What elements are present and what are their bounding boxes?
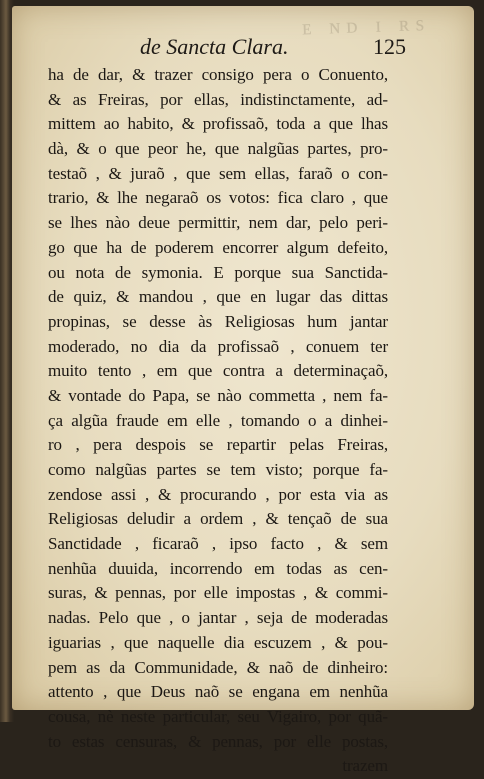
text-line: suras, & pennas, por elle impostas , & commi- — [48, 583, 388, 603]
text-line: ça algũa fraude em elle , tomando o a dinhei- — [48, 410, 388, 430]
text-line: zendose assi , & procurando , por esta via as — [48, 484, 388, 504]
text-line: & as Freiras, por ellas, indistinctamente, ad- — [48, 89, 388, 109]
text-line: dà, & o que peor he, que nalgũas partes, pro- — [48, 139, 388, 159]
text-line: cousa, nè neste particular, seu Vigairo, por quã- — [48, 706, 388, 726]
text-line: attento , que Deus naõ se engana em nenhũa — [48, 682, 388, 702]
text-line: ro , pera despois se repartir pelas Freiras, — [48, 435, 388, 455]
text-line: Religiosas deludir a ordem , & tençaõ de sua — [48, 509, 388, 529]
text-line: de quiz, & mandou , que en lugar das dittas — [48, 287, 388, 307]
catchword: trazem — [342, 756, 388, 776]
text-line: mittem ao habito, & profissaõ, toda a que lhas — [48, 114, 388, 134]
text-line: go que ha de poderem encorrer algum defeito, — [48, 237, 388, 257]
running-head — [140, 34, 406, 64]
text-line: ou nota de symonia. E porque sua Sanctida- — [48, 262, 388, 282]
text-line: moderado, no dia da profissaõ , conuem ter — [48, 336, 388, 356]
text-line: muito tento , em que contra a determinaçaõ, — [48, 361, 388, 381]
text-line: se lhes nào deue permittir, nem dar, pelo peri- — [48, 213, 388, 233]
text-line: como nalgũas partes se tem visto; porque fa- — [48, 460, 388, 479]
text-line: ha de dar, & trazer consigo pera o Conuento, — [48, 65, 388, 84]
text-line: to estas censuras, & pennas, por elle postas, — [48, 731, 388, 751]
show-through-bleed: ᴇ ɴᴅ ɪ ʀs — [301, 9, 431, 40]
text-line: trario, & lhe negaraõ os votos: fica claro , que — [48, 188, 388, 208]
text-line: Sanctidade , ficaraõ , ipso facto , & sem — [48, 534, 388, 554]
text-line: pem as da Communidade, & naõ de dinheiro: — [48, 657, 388, 677]
running-title: de Sancta Clara. — [140, 34, 289, 59]
text-line: nadas. Pelo que , o jantar , seja de moderadas — [48, 608, 388, 628]
text-line: & vontade do Papa, se nào commetta , nem fa- — [48, 385, 388, 405]
text-line: propinas, se desse às Religiosas hum jantar — [48, 311, 388, 331]
text-line: testaõ , & juraõ , que sem ellas, faraõ o con- — [48, 163, 388, 183]
text-line: nenhũa duuida, incorrendo em todas as cen- — [48, 558, 388, 578]
body-text — [48, 63, 388, 779]
text-line: iguarias , que naquelle dia escuzem , & pou- — [48, 632, 388, 652]
page-number: 125 — [373, 34, 406, 59]
